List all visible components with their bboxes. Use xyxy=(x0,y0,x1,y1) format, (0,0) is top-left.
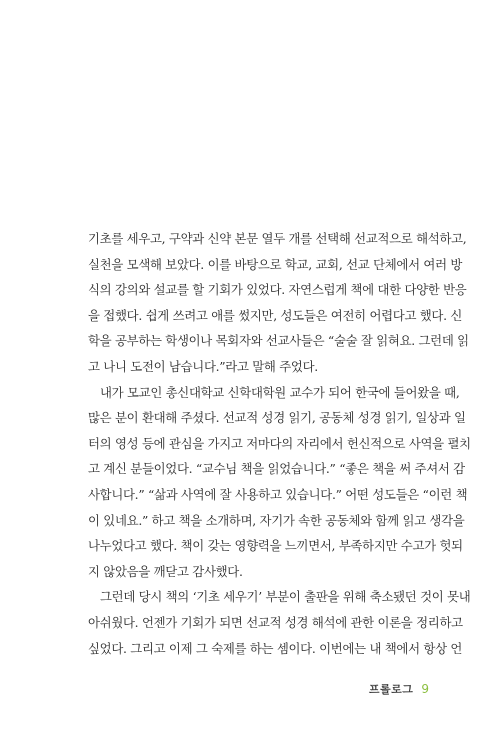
text-line: 기초를 세우고, 구약과 신약 본문 열두 개를 선택해 선교적으로 해석하고, xyxy=(88,231,467,246)
running-title: 프롤로그 xyxy=(368,683,414,696)
text-line: 학을 공부하는 학생이나 목회자와 선교사들은 “술술 잘 읽혀요. 그런데 읽 xyxy=(88,333,469,349)
text-line: 많은 분이 환대해 주셨다. 선교적 성경 읽기, 공동체 성경 읽기, 일상과 일 xyxy=(88,410,466,426)
text-line: 고 나니 도전이 남습니다.”라고 말해 주었다. xyxy=(88,358,318,374)
text-line: 내가 모교인 총신대학교 신학대학원 교수가 되어 한국에 들어왔을 때, xyxy=(100,384,460,400)
body-text xyxy=(88,226,471,661)
paragraph-2 xyxy=(88,380,471,585)
page-footer xyxy=(369,681,429,697)
text-line: 사합니다.” “삶과 사역에 잘 사용하고 있습니다.” 어떤 성도들은 “이런 책 xyxy=(88,486,468,502)
text-line: 고 계신 분들이었다. “교수님 책을 읽었습니다.” “좋은 책을 써 주셔서 감 xyxy=(88,461,465,477)
text-line: 터의 영성 등에 관심을 가지고 저마다의 자리에서 헌신적으로 사역을 펼치 xyxy=(88,435,471,451)
text-line: 지 않았음을 깨닫고 감사했다. xyxy=(88,563,243,579)
paragraph-1 xyxy=(88,226,469,380)
text-line: 실천을 모색해 보았다. 이를 바탕으로 학교, 교회, 선교 단체에서 여러 방 xyxy=(88,256,463,272)
paragraph-3 xyxy=(88,584,471,661)
text-line: 나누었다고 했다. 책이 갖는 영향력을 느끼면서, 부족하지만 수고가 헛되 xyxy=(88,538,463,554)
page-number: 9 xyxy=(421,682,429,696)
text-line: 식의 강의와 설교를 할 기회가 있었다. 자연스럽게 책에 대한 다양한 반응 xyxy=(88,282,467,298)
text-line: 이 있네요.” 하고 책을 소개하며, 자기가 속한 공동체와 함께 읽고 생각을 xyxy=(88,512,465,528)
text-line: 싶었다. 그리고 이제 그 숙제를 하는 셈이다. 이번에는 내 책에서 항상 언 xyxy=(88,640,463,656)
text-line: 아쉬웠다. 언젠가 기회가 되면 선교적 성경 해석에 관한 이론을 정리하고 xyxy=(88,614,463,630)
text-line: 그런데 당시 책의 ‘기초 세우기’ 부분이 출판을 위해 축소됐던 것이 못내 xyxy=(100,589,471,605)
text-line: 을 접했다. 쉽게 쓰려고 애를 썼지만, 성도들은 여전히 어렵다고 했다. 신 xyxy=(88,307,463,323)
